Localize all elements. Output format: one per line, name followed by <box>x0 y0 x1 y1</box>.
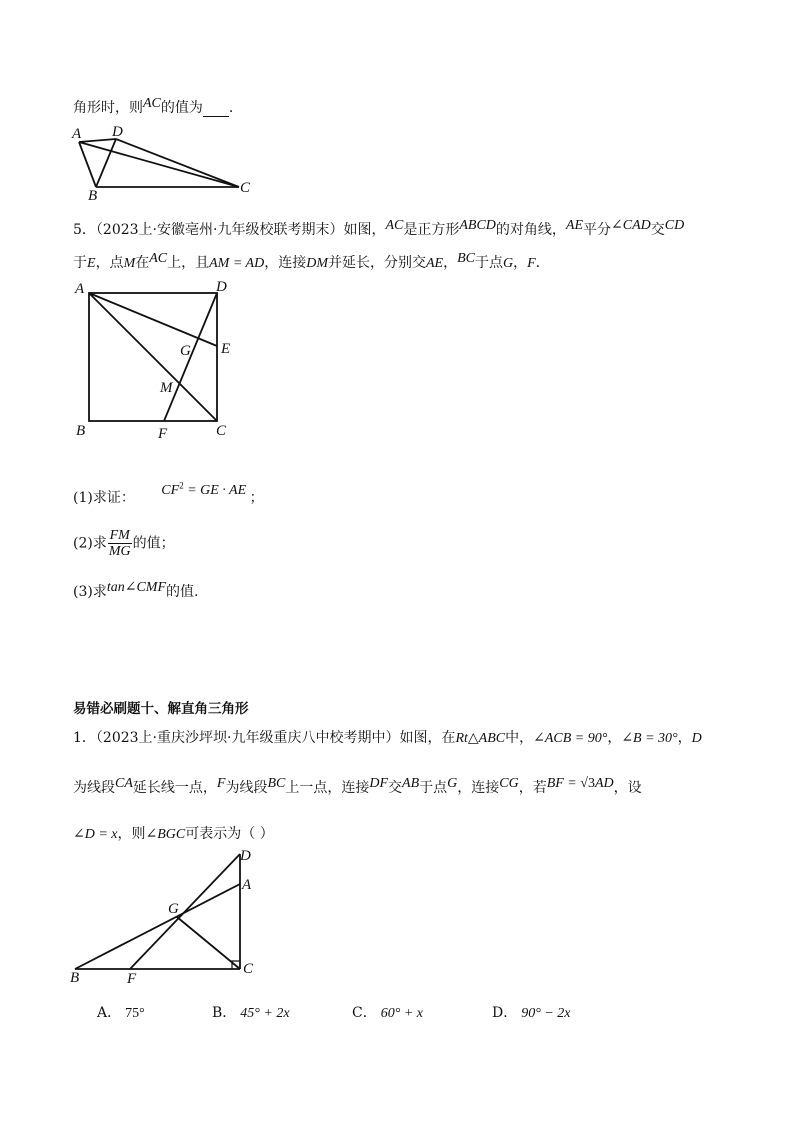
section-title: 易错必刷题十、解直角三角形 <box>73 701 249 717</box>
q5-sub1: (1)求证： $CF^2$ = GE · AE ； <box>73 480 264 506</box>
q1-line2: 为线段CA延长线一点，F为线段BC上一点，连接DF交AB于点G，连接CG，若BF = √3AD，设 <box>73 776 642 796</box>
label-d: D <box>240 848 251 864</box>
q4-suffix: 的值为 <box>160 100 203 116</box>
q4-prefix: 角形时，则 <box>73 100 143 116</box>
label-a: A <box>72 126 82 142</box>
q5-sub3: (3)求tan∠CMF的值. <box>73 580 199 600</box>
q5-line1: 5．（2023上·安徽亳州·九年级校联考期末）如图，AC是正方形ABCD的对角线，AE平分∠CAD交CD <box>73 218 685 238</box>
label-b: B <box>76 423 86 439</box>
q5-line2: 于E，点M在AC上，且AM = AD，连接DM并延长，分别交AE，BC于点G，F. <box>73 251 541 271</box>
label-e: E <box>221 341 231 357</box>
label-f: F <box>158 426 168 442</box>
q5-source: （2023上·安徽亳州·九年级校联考期末） <box>95 222 344 238</box>
q1-line1: 1．（2023上·重庆沙坪坝·九年级重庆八中校考期中）如图，在Rt△ABC中，∠ACB = 90°，∠B = 30°，D <box>73 730 702 746</box>
answer-blank[interactable] <box>203 100 229 117</box>
q1-source: （2023上·重庆沙坪坝·九年级重庆八中校考期中） <box>95 730 400 746</box>
label-c: C <box>240 180 251 196</box>
q4-text-line: 角形时，则AC的值为 . <box>73 96 234 116</box>
label-d: D <box>112 124 123 140</box>
q1-line3: ∠D = x，则∠BGC可表示为（ ） <box>73 826 274 842</box>
option-a[interactable]: A． 75° <box>97 1005 145 1021</box>
label-a: A <box>242 877 252 893</box>
figure-q5-square <box>70 276 250 446</box>
label-a: A <box>75 281 85 297</box>
label-g: G <box>180 343 191 359</box>
label-c: C <box>243 961 254 977</box>
q5-sub2: (2)求 $\frac{FM}{MG}$ 的值； <box>73 528 175 559</box>
figure-q1-triangle <box>65 842 275 987</box>
label-d: D <box>216 279 227 295</box>
figure-q4-triangle <box>62 120 262 205</box>
option-c[interactable]: C． 60° + x <box>352 1005 423 1021</box>
option-b[interactable]: B． 45° + 2x <box>212 1005 290 1021</box>
option-d[interactable]: D． 90° − 2x <box>492 1005 571 1021</box>
label-g: G <box>168 901 179 917</box>
label-f: F <box>127 971 137 987</box>
label-b: B <box>70 970 80 986</box>
label-m: M <box>160 380 173 396</box>
label-c: C <box>216 423 227 439</box>
q4-var-ac: AC <box>143 96 161 111</box>
label-b: B <box>88 188 98 204</box>
